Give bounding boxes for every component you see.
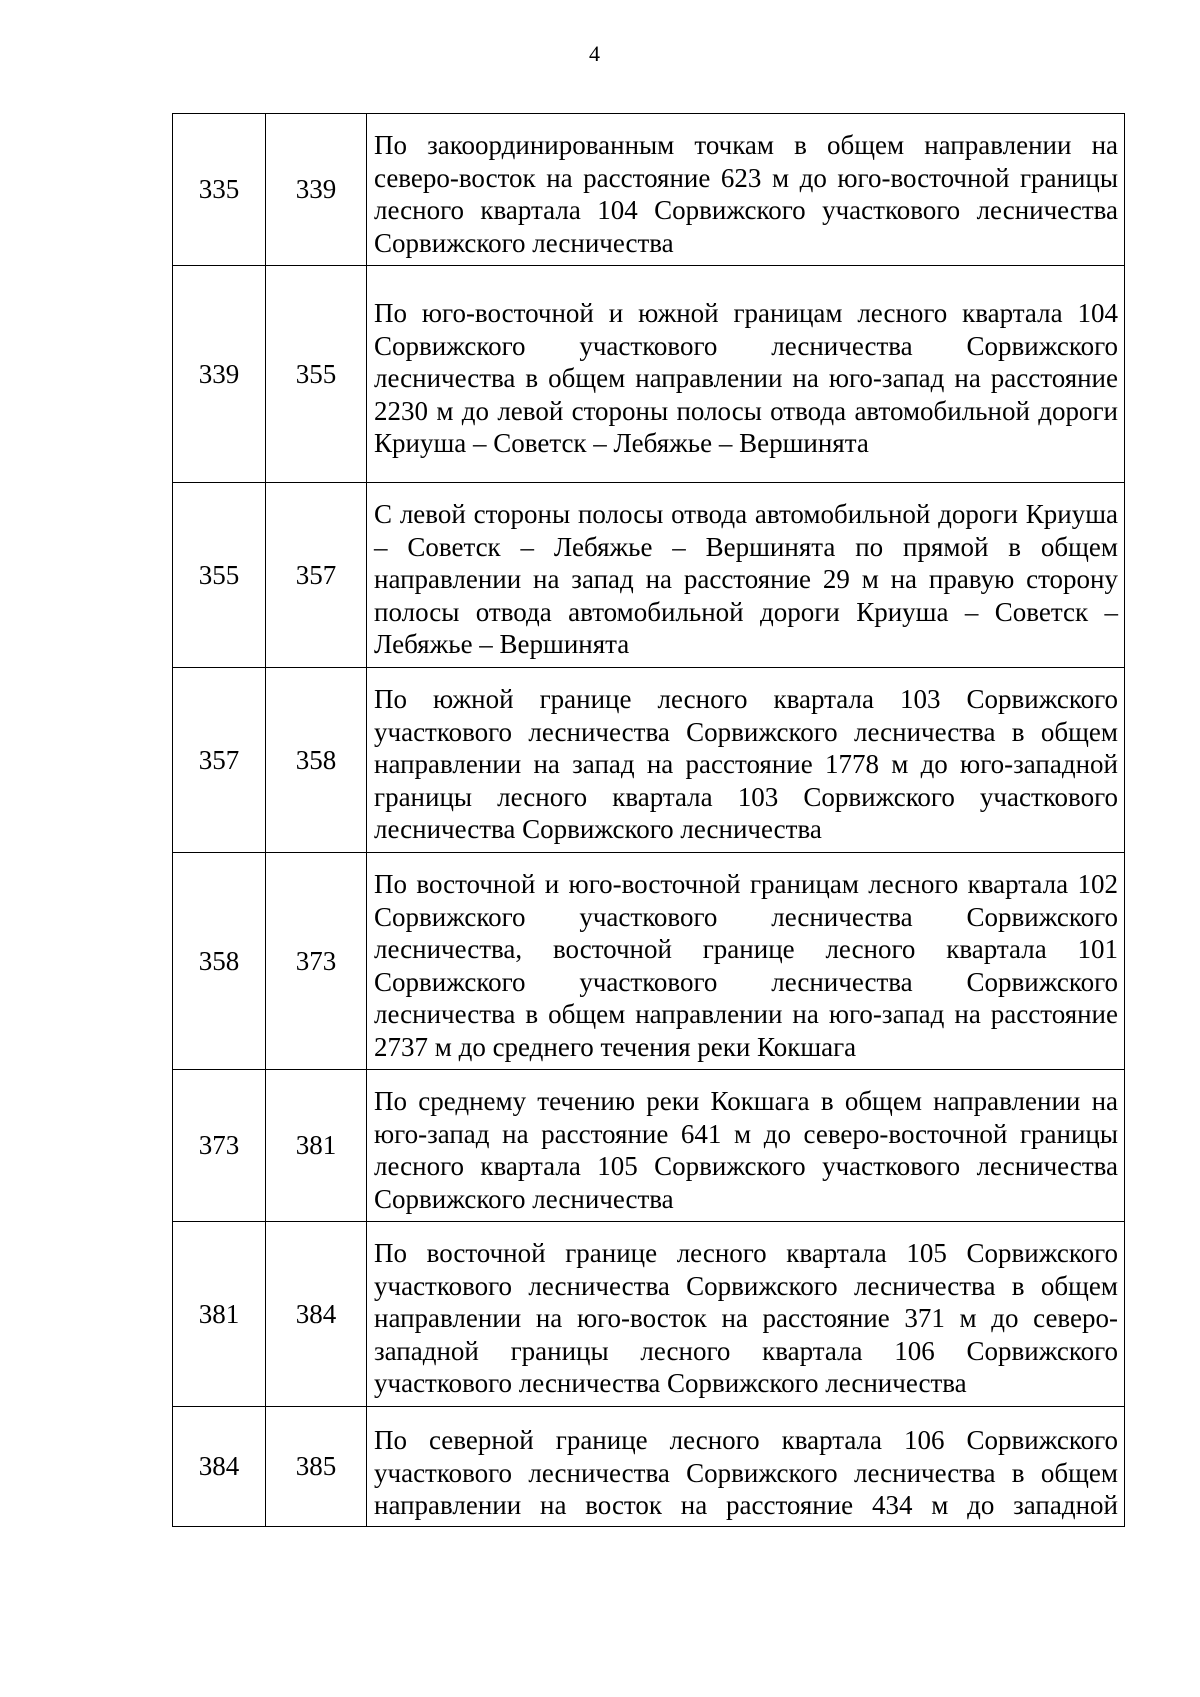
table-row [173,114,1125,266]
description-cell: По восточной границе лесного квартала 105 Сорвижского участкового лесничества Сорвижского лесничества в общем направлении на юго-восток на расстояние 371 м до северо-западной границы лесного квартала 106 Сорвижского участкового лесничества Сорвижского лесничества [367,1222,1125,1407]
to-point-cell: 355 [266,266,367,483]
table-row [173,1070,1125,1222]
table-row [173,853,1125,1070]
to-point-cell: 384 [266,1222,367,1407]
table-row [173,668,1125,853]
boundary-description-table [172,113,1125,1527]
description-cell: По южной границе лесного квартала 103 Сорвижского участкового лесничества Сорвижского лесничества в общем направлении на запад на расстояние 1778 м до юго-западной границы лесного квартала 103 Сорвижского участкового лесничества Сорвижского лесничества [367,668,1125,853]
to-point-cell: 339 [266,114,367,266]
table-row [173,483,1125,668]
description-cell: По северной границе лесного квартала 106 Сорвижского участкового лесничества Сорвижского лесничества в общем направлении на восток на расстояние 434 м до западной [367,1407,1125,1527]
table-row [173,1407,1125,1527]
from-point-cell: 373 [173,1070,266,1222]
from-point-cell: 357 [173,668,266,853]
table-row [173,266,1125,483]
page-number: 4 [589,41,600,66]
from-point-cell: 358 [173,853,266,1070]
to-point-cell: 357 [266,483,367,668]
to-point-cell: 373 [266,853,367,1070]
from-point-cell: 355 [173,483,266,668]
from-point-cell: 339 [173,266,266,483]
to-point-cell: 381 [266,1070,367,1222]
description-cell: С левой стороны полосы отвода автомобильной дороги Криуша – Советск – Лебяжье – Вершинята по прямой в общем направлении на запад на расстояние 29 м на правую сторону полосы отвода автомобильной дороги Криуша – Советск – Лебяжье – Вершинята [367,483,1125,668]
description-cell: По закоординированным точкам в общем направлении на северо-восток на расстояние 623 м до юго-восточной границы лесного квартала 104 Сорвижского участкового лесничества Сорвижского лесничества [367,114,1125,266]
description-cell: По среднему течению реки Кокшага в общем направлении на юго-запад на расстояние 641 м до северо-восточной границы лесного квартала 105 Сорвижского участкового лесничества Сорвижского лесничества [367,1070,1125,1222]
from-point-cell: 381 [173,1222,266,1407]
from-point-cell: 335 [173,114,266,266]
table-row [173,1222,1125,1407]
to-point-cell: 385 [266,1407,367,1527]
description-cell: По юго-восточной и южной границам лесного квартала 104 Сорвижского участкового лесничества Сорвижского лесничества в общем направлении на юго-запад на расстояние 2230 м до левой стороны полосы отвода автомобильной дороги Криуша – Советск – Лебяжье – Вершинята [367,266,1125,483]
from-point-cell: 384 [173,1407,266,1527]
description-cell: По восточной и юго-восточной границам лесного квартала 102 Сорвижского участкового лесничества Сорвижского лесничества, восточной границе лесного квартала 101 Сорвижского участкового лесничества Сорвижского лесничества в общем направлении на юго-запад на расстояние 2737 м до среднего течения реки Кокшага [367,853,1125,1070]
to-point-cell: 358 [266,668,367,853]
